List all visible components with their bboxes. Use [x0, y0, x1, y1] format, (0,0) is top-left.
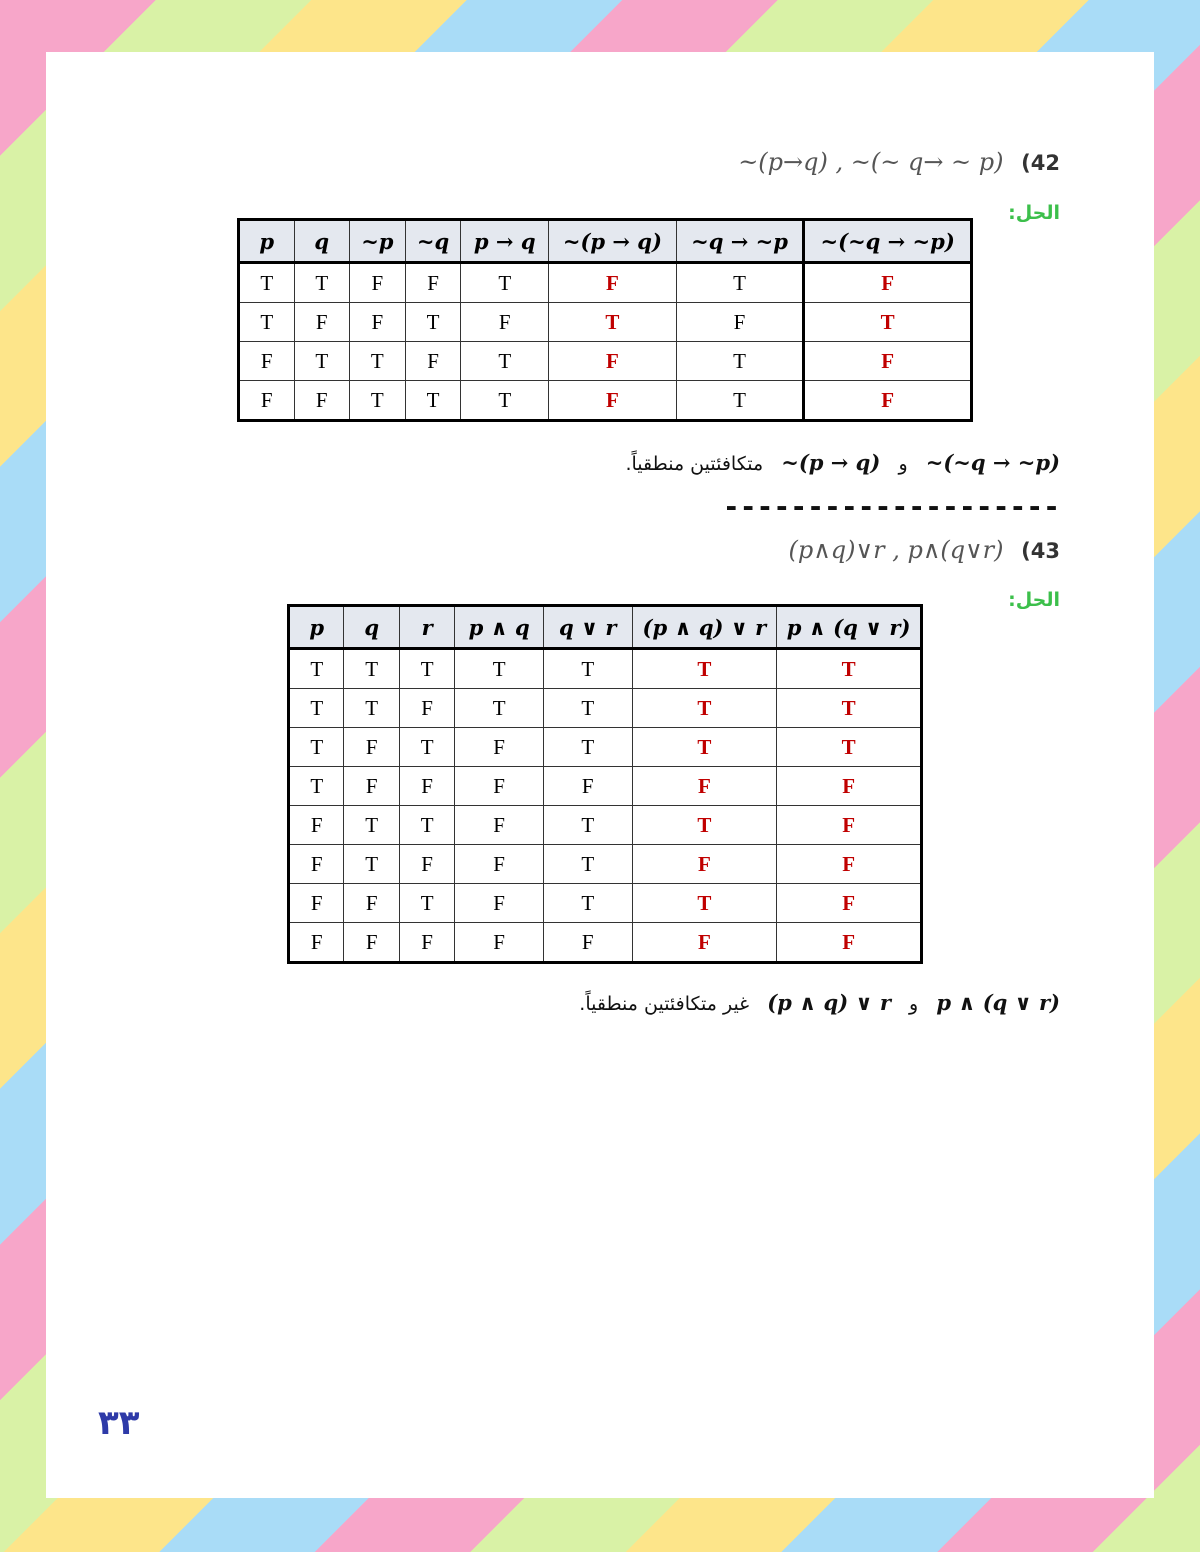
table-cell: F — [804, 263, 972, 303]
table-header-cell: r — [399, 606, 454, 649]
table-cell: T — [543, 689, 632, 728]
table-cell: F — [804, 381, 972, 421]
page-number: ٣٣ — [98, 1403, 140, 1443]
table-cell: F — [455, 845, 544, 884]
table-cell: T — [632, 884, 777, 923]
table-cell: T — [289, 689, 344, 728]
table-header-cell: p — [239, 220, 295, 263]
table-cell: T — [405, 303, 461, 342]
table-cell: F — [455, 806, 544, 845]
table-row — [289, 884, 922, 923]
table-cell: T — [632, 649, 777, 689]
problem-43-number: (43 — [1021, 539, 1060, 563]
table-cell: F — [289, 806, 344, 845]
table-cell: T — [455, 689, 544, 728]
problem-42-expression: ~(p→q) , ~(~ q→ ~ p) — [738, 148, 1004, 176]
table-header-cell: ~(~q → ~p) — [804, 220, 972, 263]
table-cell: T — [455, 649, 544, 689]
table-cell: T — [344, 649, 399, 689]
table-cell: F — [349, 303, 405, 342]
table-cell: T — [804, 303, 972, 342]
table-cell: F — [777, 767, 922, 806]
truth-table-43 — [287, 604, 923, 964]
table-cell: F — [399, 767, 454, 806]
table-header-cell: (p ∧ q) ∨ r — [632, 606, 777, 649]
conclusion-43-expr-b: (p ∧ q) ∨ r — [767, 990, 891, 1015]
table-cell: T — [399, 884, 454, 923]
table-cell: F — [405, 263, 461, 303]
table-cell: T — [239, 263, 295, 303]
table-cell: T — [543, 728, 632, 767]
table-cell: T — [549, 303, 677, 342]
table-cell: T — [676, 263, 804, 303]
table-header-cell: ~p — [349, 220, 405, 263]
table-cell: F — [632, 767, 777, 806]
table-cell: F — [632, 845, 777, 884]
table-cell: F — [676, 303, 804, 342]
table-cell: T — [239, 303, 295, 342]
table-row — [239, 303, 972, 342]
table-cell: F — [549, 342, 677, 381]
table-cell: T — [632, 689, 777, 728]
table-header-cell: p ∧ q — [455, 606, 544, 649]
table-header-cell: p → q — [461, 220, 549, 263]
table-cell: F — [289, 923, 344, 963]
table-header-cell: q — [344, 606, 399, 649]
table-cell: F — [543, 767, 632, 806]
table-cell: T — [344, 689, 399, 728]
conclusion-42-expr-a: ~(~q → ~p) — [925, 450, 1060, 475]
conclusion-42-expr-b: ~(p → q) — [781, 450, 881, 475]
problem-42-conclusion — [625, 450, 1060, 475]
truth-table-42 — [237, 218, 973, 422]
table-cell: F — [777, 806, 922, 845]
problem-42-solution-label: الحل: — [1008, 202, 1060, 224]
table-cell: T — [405, 381, 461, 421]
table-row — [289, 728, 922, 767]
table-row — [239, 342, 972, 381]
problem-42-number: (42 — [1021, 151, 1060, 175]
conclusion-43-connector: و — [909, 993, 919, 1015]
table-cell: F — [294, 381, 349, 421]
table-cell: T — [399, 806, 454, 845]
table-cell: T — [777, 728, 922, 767]
table-cell: T — [461, 381, 549, 421]
table-cell: F — [777, 884, 922, 923]
table-cell: T — [777, 649, 922, 689]
table-cell: T — [289, 728, 344, 767]
table-row — [289, 845, 922, 884]
table-cell: T — [349, 342, 405, 381]
table-cell: F — [239, 342, 295, 381]
separator-line: -------------------- — [722, 490, 1060, 523]
table-cell: F — [294, 303, 349, 342]
table-cell: F — [461, 303, 549, 342]
table-cell: F — [777, 845, 922, 884]
table-cell: T — [461, 342, 549, 381]
table-header-cell: q — [294, 220, 349, 263]
table-cell: T — [289, 767, 344, 806]
table-cell: F — [549, 381, 677, 421]
table-cell: F — [344, 767, 399, 806]
table-header-cell: ~q — [405, 220, 461, 263]
table-cell: F — [239, 381, 295, 421]
conclusion-43-text: غير متكافئتين منطقياً. — [579, 993, 750, 1015]
conclusion-43-expr-a: p ∧ (q ∨ r) — [936, 990, 1060, 1015]
table-cell: T — [543, 884, 632, 923]
table-cell: F — [543, 923, 632, 963]
table-row — [289, 767, 922, 806]
table-cell: F — [455, 728, 544, 767]
table-cell: T — [543, 845, 632, 884]
table-cell: F — [455, 884, 544, 923]
table-cell: T — [294, 342, 349, 381]
problem-43-conclusion — [579, 990, 1060, 1015]
table-cell: F — [289, 884, 344, 923]
table-row — [239, 263, 972, 303]
truth-table-43-header-row — [289, 606, 922, 649]
problem-43-expression: (p∧q)∨r , p∧(q∨r) — [788, 536, 1004, 564]
table-cell: F — [632, 923, 777, 963]
table-cell: F — [399, 923, 454, 963]
table-cell: T — [543, 806, 632, 845]
conclusion-42-connector: و — [898, 453, 908, 475]
table-cell: T — [289, 649, 344, 689]
table-row — [289, 806, 922, 845]
table-cell: T — [294, 263, 349, 303]
table-cell: T — [349, 381, 405, 421]
table-cell: T — [399, 728, 454, 767]
table-row — [289, 923, 922, 963]
table-header-cell: p ∧ (q ∨ r) — [777, 606, 922, 649]
table-cell: T — [461, 263, 549, 303]
table-row — [289, 689, 922, 728]
table-header-cell: ~(p → q) — [549, 220, 677, 263]
problem-43-statement — [789, 536, 1060, 564]
table-cell: F — [344, 728, 399, 767]
table-cell: T — [399, 649, 454, 689]
problem-42-statement — [738, 148, 1060, 176]
truth-table-42-header-row — [239, 220, 972, 263]
table-cell: F — [455, 923, 544, 963]
table-cell: F — [399, 689, 454, 728]
table-cell: F — [549, 263, 677, 303]
table-cell: T — [632, 806, 777, 845]
problem-43-solution-label: الحل: — [1008, 589, 1060, 611]
table-cell: T — [543, 649, 632, 689]
table-row — [289, 649, 922, 689]
table-header-cell: p — [289, 606, 344, 649]
table-cell: T — [777, 689, 922, 728]
table-row — [239, 381, 972, 421]
table-header-cell: q ∨ r — [543, 606, 632, 649]
table-cell: T — [676, 381, 804, 421]
table-cell: F — [399, 845, 454, 884]
table-cell: F — [405, 342, 461, 381]
table-cell: T — [676, 342, 804, 381]
table-cell: F — [349, 263, 405, 303]
table-cell: T — [632, 728, 777, 767]
table-cell: F — [777, 923, 922, 963]
table-cell: T — [344, 806, 399, 845]
table-cell: F — [289, 845, 344, 884]
conclusion-42-text: متكافئتين منطقياً. — [625, 453, 764, 475]
table-header-cell: ~q → ~p — [676, 220, 804, 263]
table-cell: F — [804, 342, 972, 381]
table-cell: F — [344, 884, 399, 923]
table-cell: F — [344, 923, 399, 963]
table-cell: F — [455, 767, 544, 806]
table-cell: T — [344, 845, 399, 884]
